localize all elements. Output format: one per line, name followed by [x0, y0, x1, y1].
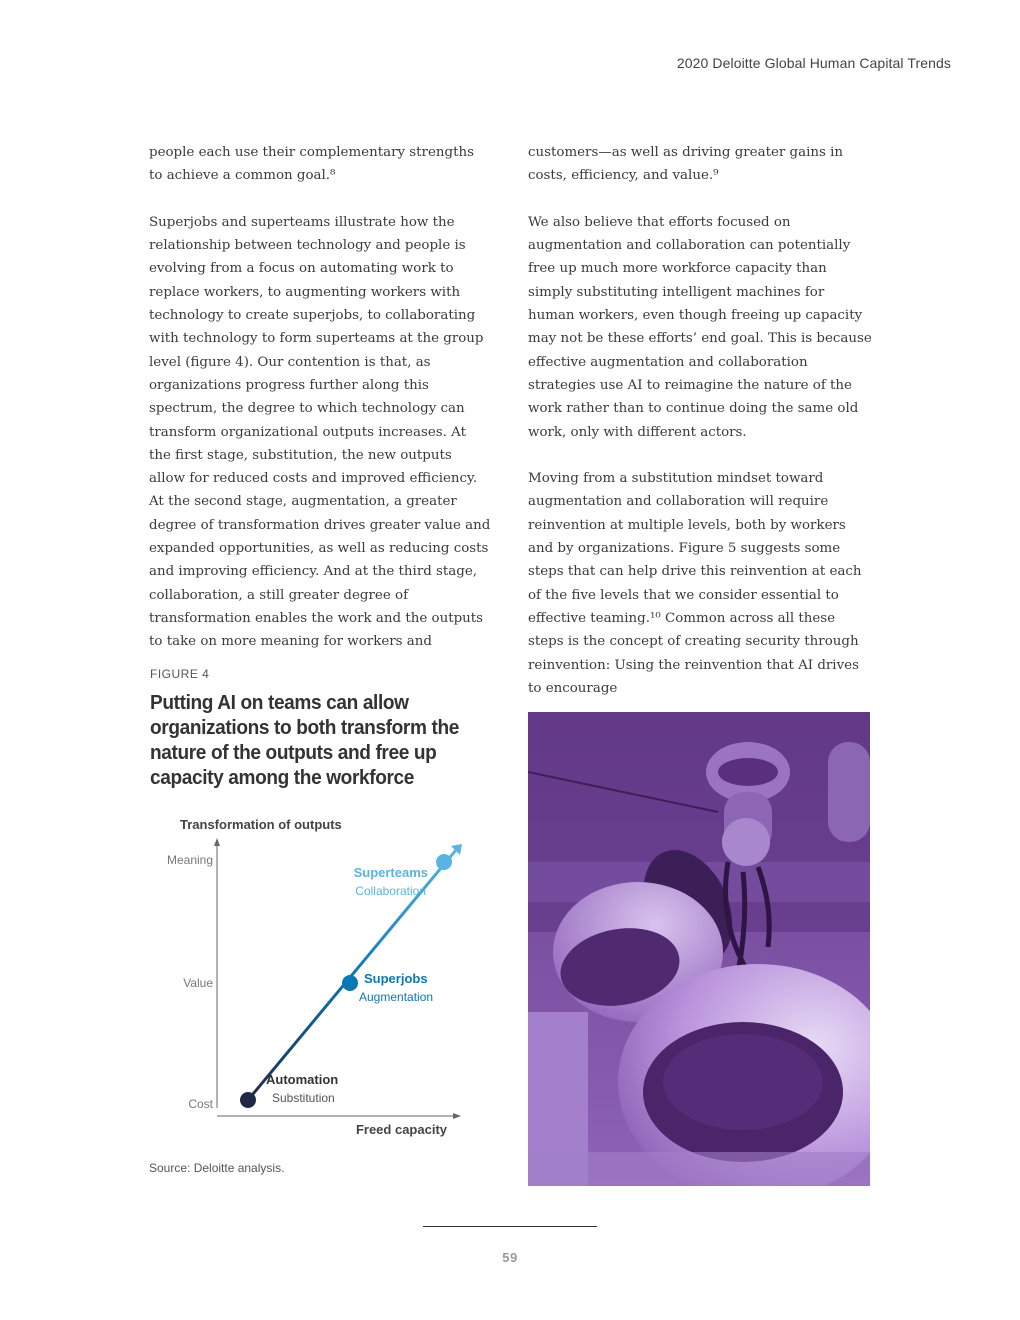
paragraph: We also believe that efforts focused on augmentation and collaboration can potentially free up much more workforce capacity than simply substituting intelligent machines for human workers, even though freeing up capacity may not be these efforts’ end goal. This is because effective augmentation and collaboration strategies use AI to reimagine the nature of the work rather than to continue doing the same old work, only with different actors. [528, 214, 872, 440]
y-tick-label: Cost [188, 1097, 213, 1111]
point-name-label: Superjobs [364, 971, 428, 986]
point-sub-label: Augmentation [359, 990, 434, 1004]
y-axis-title: Transformation of outputs [180, 817, 342, 832]
figure-source: Source: Deloitte analysis. [149, 1161, 285, 1175]
y-axis-arrow [214, 838, 220, 846]
y-tick-label: Meaning [166, 853, 213, 867]
left-text-column [149, 141, 491, 654]
right-text-column [528, 141, 872, 700]
figure-title: Putting AI on teams can allow organizations to both transform the nature of the outputs and free up capacity among the workforce [150, 691, 459, 789]
data-point [342, 975, 358, 991]
point-sub-label: Substitution [272, 1091, 335, 1105]
y-tick-label: Value [183, 976, 213, 990]
running-header: 2020 Deloitte Global Human Capital Trends [676, 55, 951, 71]
point-name-label: Superteams [353, 865, 428, 880]
robot-illustration [528, 712, 870, 1186]
paragraph: people each use their complementary strengths to achieve a common goal.⁸ [149, 145, 474, 184]
point-name-label: Automation [266, 1072, 339, 1087]
point-sub-label: Collaboration [355, 884, 426, 898]
paragraph: Moving from a substitution mindset toward augmentation and collaboration will require reinvention at multiple levels, both by workers and by organizations. Figure 5 suggests some steps that can help drive this reinvention at each of the five levels that we consider essential to effective teaming.¹⁰ Common across all these steps is the concept of creating security through reinvention: Using the reinvention that AI drives to encourage [528, 471, 862, 696]
page-number: 59 [502, 1250, 518, 1265]
figure-label: FIGURE 4 [150, 667, 210, 681]
paragraph: customers—as well as driving greater gains in costs, efficiency, and value.⁹ [528, 145, 844, 184]
figure-chart [150, 810, 480, 1150]
x-axis-title: Freed capacity [355, 1122, 447, 1137]
footer-rule [423, 1226, 597, 1227]
data-point [240, 1092, 256, 1108]
paragraph: Superjobs and superteams illustrate how the relationship between technology and people is evolving from a focus on automating work to replace workers, to augmenting workers with technology to create superjobs, to collaborating with technology to form superteams at the group level (figure 4). Our contention is that, as organizations progress further along this spectrum, the degree to which technology can transform organizational outputs increases. At the first stage, substitution, the new outputs allow for reduced costs and improved efficiency. At the second stage, augmentation, a greater degree of transformation drives greater value and expanded opportunities, as well as reducing costs and improving efficiency. And at the third stage, collaboration, a still greater degree of transformation enables the work and the outputs to take on more meaning for workers and [149, 214, 491, 650]
data-point [436, 854, 452, 870]
x-axis-arrow [453, 1113, 461, 1119]
